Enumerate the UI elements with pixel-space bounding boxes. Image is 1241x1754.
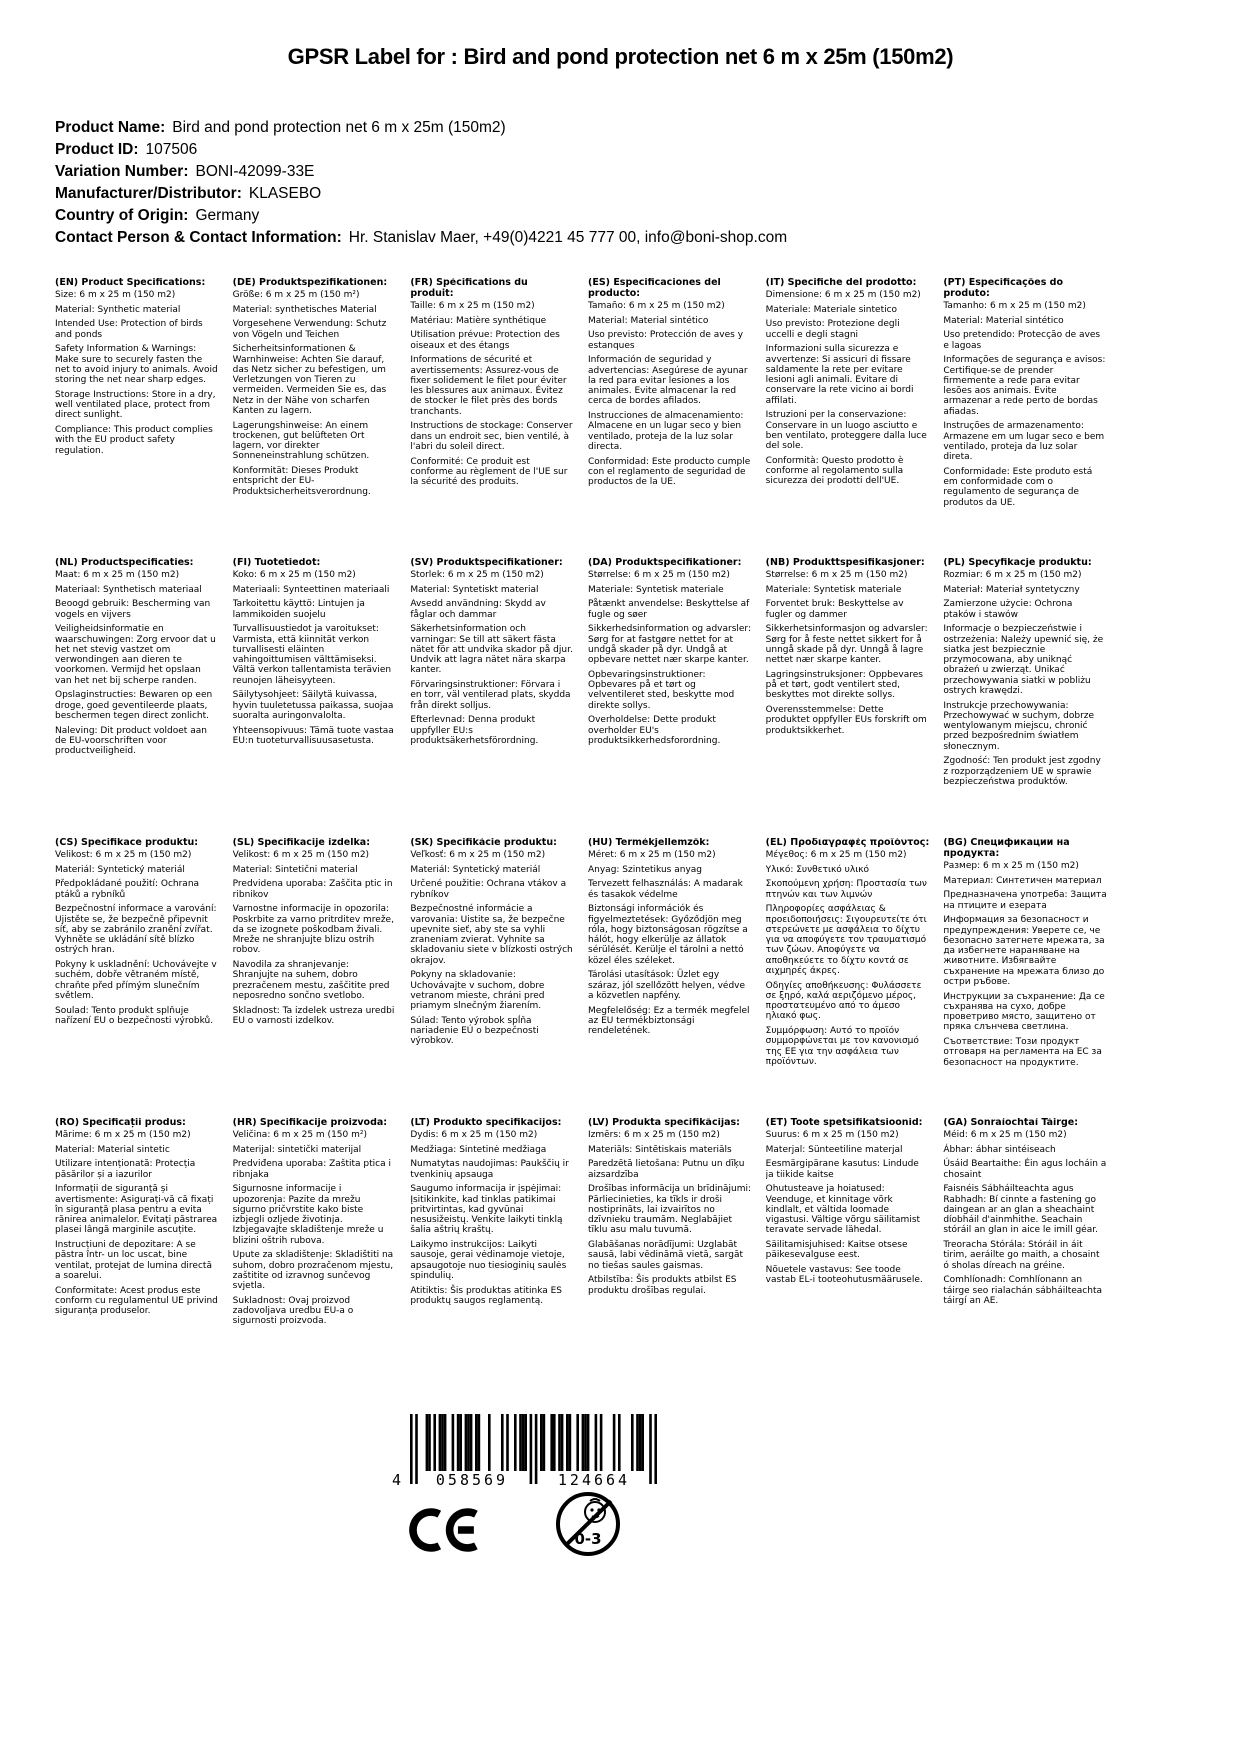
spec-paragraph: Treoracha Stórála: Stóráil in áit tirim, aeráilte go maith, a chosaint ó sholas díreach na gréine. xyxy=(943,1240,1100,1271)
spec-cell-et xyxy=(766,1118,930,1398)
spec-cell-header: (SV) Produktspecifikationer: xyxy=(410,558,563,568)
spec-paragraph: Påtænkt anvendelse: Beskyttelse af fugle og søer xyxy=(588,599,750,620)
spec-paragraph: Suurus: 6 m x 25 m (150 m2) xyxy=(765,1129,899,1140)
spec-paragraph: Overensstemmelse: Dette produktet oppfyller EUs forskrift om produktsikkerhet. xyxy=(765,705,927,736)
spec-paragraph: Veličina: 6 m x 25 m (150 m²) xyxy=(232,1129,367,1140)
spec-paragraph: Predviđena uporaba: Zaštita ptica i ribnjaka xyxy=(232,1159,391,1180)
page-title: GPSR Label for : Bird and pond protection net 6 m x 25m (150m2) xyxy=(287,44,954,69)
spec-paragraph: Faisnéis Sábháilteachta agus Rabhadh: Bí cinnte a fastening go daingean ar an glan a sheachaint díobháil d'ainmhithe. Seachain stóráil an glan in aice le imill géar. xyxy=(943,1184,1098,1236)
spec-paragraph: Υλικό: Συνθετικό υλικό xyxy=(765,864,870,875)
spec-cell-header: (SK) Špecifikácie produktu: xyxy=(410,838,557,848)
spec-paragraph: Informazioni sulla sicurezza e avvertenze: Si assicuri di fissare saldamente la rete per evitare lesioni agli animali. Evitare di conservare la rete vicino ai bordi affilati. xyxy=(765,344,914,406)
spec-paragraph: Maat: 6 m x 25 m (150 m2) xyxy=(55,569,180,580)
spec-cell-header: (RO) Specificații produs: xyxy=(55,1118,186,1128)
spec-cell-header: (PL) Specyfikacje produktu: xyxy=(943,558,1092,568)
spec-cell-header: (BG) Спецификации на продукта: xyxy=(943,838,1070,859)
spec-paragraph: Veľkosť: 6 m x 25 m (150 m2) xyxy=(410,849,546,860)
spec-paragraph: Informações de segurança e avisos: Certifique-se de prender firmemente a rede para evitar lesões aos animais. Evite armazenar a rede perto de bordas afiadas. xyxy=(943,355,1106,417)
spec-paragraph: Informacje o bezpieczeństwie i ostrzeżenia: Należy upewnić się, że siatka jest bezpiecznie przymocowana, aby uniknąć obrażeń u zwierząt. Unikać przechowywania siatki w pobliżu ostrych krawędzi. xyxy=(943,624,1104,696)
spec-paragraph: Tamaño: 6 m x 25 m (150 m2) xyxy=(588,300,725,311)
spec-cell-header: (NB) Produkttspesifikasjoner: xyxy=(765,558,925,568)
spec-cell-ga xyxy=(943,1118,1107,1398)
spec-paragraph: Súlad: Tento výrobok spĺňa nariadenie EÚ o bezpečnosti výrobkov. xyxy=(410,1015,539,1047)
spec-paragraph: Turvallisuustiedot ja varoitukset: Varmista, että kiinnität verkon turvallisesti eläinten vahingoittumisen välttämiseksi. Vältä verkon tallentamista terävien reunojen läheisyyteen. xyxy=(232,624,392,686)
info-row xyxy=(55,118,787,137)
spec-paragraph: Materiál: Syntetický materiál xyxy=(55,864,185,875)
spec-paragraph: Izmērs: 6 m x 25 m (150 m2) xyxy=(588,1129,720,1140)
spec-paragraph: Koko: 6 m x 25 m (150 m2) xyxy=(232,569,356,580)
spec-paragraph: Säilytysohjeet: Säilytä kuivassa, hyvin tuuletetussa paikassa, suojaa suoralta auringonvalolta. xyxy=(232,690,394,721)
spec-paragraph: Opslaginstructies: Bewaren op een droge, goed geventileerde plaats, beschermen tegen direct zonlicht. xyxy=(55,690,213,721)
spec-paragraph: Säilitamisjuhised: Kaitse otsese päikesevalguse eest. xyxy=(765,1240,908,1261)
spec-paragraph: Safety Information & Warnings: Make sure to securely fasten the net to avoid injury to animals. Avoid storing the net near sharp edges. xyxy=(55,344,218,386)
spec-paragraph: Dydis: 6 m x 25 m (150 m2) xyxy=(410,1129,538,1140)
spec-paragraph: Velikost: 6 m x 25 m (150 m2) xyxy=(55,849,192,860)
spec-paragraph: Upute za skladištenje: Skladištiti na suhom, dobro prozračenom mjestu, zaštitite od izravnog sunčevog svjetla. xyxy=(232,1250,394,1292)
spec-paragraph: Σκοπούμενη χρήση: Προστασία των πτηνών και των λιμνών xyxy=(765,879,927,900)
spec-cell-cs xyxy=(55,838,219,1118)
spec-paragraph: Lagerungshinweise: An einem trockenen, gut belüfteten Ort lagern, vor direkter Sonneneinstrahlung schützen. xyxy=(232,420,370,462)
spec-cell-lv xyxy=(588,1118,752,1398)
spec-paragraph: Säkerhetsinformation och varningar: Se till att säkert fästa nätet för att undvika skador på djur. Undvik att lagra nätet nära skarpa kanter. xyxy=(410,624,573,676)
spec-paragraph: Anyag: Szintetikus anyag xyxy=(588,864,703,875)
spec-cell-hu xyxy=(588,838,752,1118)
spec-paragraph: Glabāšanas norādījumi: Uzglabāt sausā, labi vēdināmā vietā, sargāt no tiešas saules gaismas. xyxy=(588,1240,743,1271)
spec-cell-en xyxy=(55,278,219,558)
info-row xyxy=(55,140,787,159)
spec-paragraph: Drošības informācija un brīdinājumi: Pārliecinieties, ka tīkls ir droši nostiprināts, lai izvairītos no dzīvnieku traumām. Neglabājiet tīklu asu malu tuvumā. xyxy=(588,1184,752,1236)
age-warning-text: 0-3 xyxy=(574,1530,602,1548)
spec-paragraph: Размер: 6 m x 25 m (150 m2) xyxy=(943,860,1079,871)
spec-paragraph: Uso pretendido: Protecção de aves e lagoas xyxy=(943,330,1101,351)
spec-cell-nl xyxy=(55,558,219,838)
spec-cell-nb xyxy=(766,558,930,838)
spec-paragraph: Μέγεθος: 6 m x 25 m (150 m2) xyxy=(765,849,907,860)
spec-paragraph: Materiāls: Sintētiskais materiāls xyxy=(588,1144,732,1155)
spec-cell-pt xyxy=(943,278,1107,558)
spec-paragraph: Konformität: Dieses Produkt entspricht der EU-Produktsicherheitsverordnung. xyxy=(232,466,371,497)
age-warning-0-3-icon xyxy=(554,1488,622,1560)
spec-paragraph: Sikkerhedsinformation og advarsler: Sørg for at fastgøre nettet for at undgå skader på dyr. Undgå at opbevare nettet nær skarpe kanter. xyxy=(588,624,751,666)
spec-paragraph: Sigurnosne informacije i upozorenja: Pazite da mrežu sigurno pričvrstite kako biste izbjegli ozljede životinja. Izbjegavajte skladištenje mreže u blizini oštrih rubova. xyxy=(232,1184,384,1246)
spec-paragraph: Zamierzone użycie: Ochrona ptaków i stawów xyxy=(943,599,1073,620)
spec-paragraph: Material: synthetisches Material xyxy=(232,304,377,315)
spec-paragraph: Material: Syntetiskt material xyxy=(410,584,539,595)
spec-paragraph: Numatytas naudojimas: Paukščių ir tvenkinių apsauga xyxy=(410,1159,569,1180)
info-label: Product Name: xyxy=(55,119,166,136)
specs-grid xyxy=(55,278,1107,1398)
spec-paragraph: Ábhar: ábhar sintéiseach xyxy=(943,1144,1056,1155)
spec-paragraph: Materiale: Materiale sintetico xyxy=(765,304,898,315)
spec-paragraph: Nõuetele vastavus: See toode vastab EL-i tooteohutusmäärusele. xyxy=(765,1265,923,1286)
barcode-left-digits: 058569 xyxy=(435,1471,509,1489)
spec-paragraph: Größe: 6 m x 25 m (150 m²) xyxy=(232,289,360,300)
spec-paragraph: Pokyny k uskladnění: Uchovávejte v suchém, dobře větraném místě, chraňte před přímým slunečním světlem. xyxy=(55,960,217,1001)
spec-paragraph: Material: Material sintético xyxy=(943,315,1064,326)
spec-cell-ro xyxy=(55,1118,219,1398)
spec-cell-es xyxy=(588,278,752,558)
barcode xyxy=(392,1414,672,1500)
spec-cell-header: (FI) Tuotetiedot: xyxy=(232,558,321,568)
spec-cell-header: (HR) Specifikacije proizvoda: xyxy=(232,1118,388,1128)
spec-paragraph: Atitiktis: Šis produktas atitinka ES produktų saugos reglamentą. xyxy=(410,1285,563,1306)
spec-cell-header: (IT) Specifiche del prodotto: xyxy=(765,278,917,288)
spec-paragraph: Instruções de armazenamento: Armazene em um lugar seco e bem ventilado, proteja da luz solar direta. xyxy=(943,421,1105,463)
spec-paragraph: Megfelelőség: Ez a termék megfelel az EU termékbiztonsági rendeletének. xyxy=(588,1005,750,1037)
spec-paragraph: Velikost: 6 m x 25 m (150 m2) xyxy=(232,849,370,860)
spec-paragraph: Méid: 6 m x 25 m (150 m2) xyxy=(943,1129,1067,1140)
info-label: Variation Number: xyxy=(55,163,189,180)
spec-paragraph: Ohutusteave ja hoiatused: Veenduge, et kinnitage võrk kindlalt, et vältida loomade vigastusi. Vältige võrgu säilitamist teravate servade lähedal. xyxy=(765,1184,921,1236)
spec-paragraph: Materiale: Syntetisk materiale xyxy=(765,584,902,595)
spec-paragraph: Biztonsági információk és figyelmeztetések: Győződjön meg róla, hogy biztonságosan rögzítse a hálót, hogy elkerülje az állatok sérülését. Kerülje el tárolni a nettó közel éles széleket. xyxy=(588,904,748,966)
spec-paragraph: Zgodność: Ten produkt jest zgodny z rozporządzeniem UE w sprawie bezpieczeństwa produktów. xyxy=(943,756,1101,787)
spec-cell-sl xyxy=(233,838,397,1118)
spec-paragraph: Dimensione: 6 m x 25 m (150 m2) xyxy=(765,289,921,300)
spec-paragraph: Størrelse: 6 m x 25 m (150 m2) xyxy=(588,569,730,580)
spec-cell-header: (EL) Προδιαγραφές προϊόντος: xyxy=(765,838,930,848)
info-value: KLASEBO xyxy=(248,185,322,202)
spec-paragraph: Material: Material sintetic xyxy=(55,1144,170,1155)
spec-paragraph: Utilisation prévue: Protection des oiseaux et des étangs xyxy=(410,330,560,351)
spec-paragraph: Size: 6 m x 25 m (150 m2) xyxy=(55,289,176,300)
spec-cell-header: (LV) Produkta specifikācijas: xyxy=(588,1118,740,1128)
spec-paragraph: Předpokládané použití: Ochrana ptáků a rybníků xyxy=(55,879,200,900)
spec-cell-header: (PT) Especificações do produto: xyxy=(943,278,1064,299)
spec-paragraph: Comhlíonadh: Comhlíonann an táirge seo rialachán sábháilteachta táirgí an AE. xyxy=(943,1275,1102,1306)
spec-paragraph: Conformidade: Este produto está em conformidade com o regulamento de segurança de produtos da UE. xyxy=(943,466,1093,508)
info-value: 107506 xyxy=(145,141,198,158)
spec-paragraph: Navodila za shranjevanje: Shranjujte na suhem, dobro prezračenem mestu, zaščitite pred neposredno sončno svetlobo. xyxy=(232,960,390,1001)
spec-cell-header: (EN) Product Specifications: xyxy=(55,278,206,288)
spec-paragraph: Paredzētā lietošana: Putnu un dīķu aizsardzība xyxy=(588,1159,745,1180)
spec-paragraph: Instrucțiuni de depozitare: A se păstra într- un loc uscat, bine ventilat, protejat de lumina directă a soarelui. xyxy=(55,1240,212,1281)
spec-cell-el xyxy=(766,838,930,1118)
spec-cell-header: (DE) Produktspezifikationen: xyxy=(232,278,388,288)
spec-cell-header: (FR) Spécifications du produit: xyxy=(410,278,528,299)
spec-cell-header: (ES) Especificaciones del producto: xyxy=(588,278,721,299)
spec-paragraph: Taille: 6 m x 25 m (150 m2) xyxy=(410,300,535,311)
spec-paragraph: Soulad: Tento produkt splňuje nařízení EU o bezpečnosti výrobků. xyxy=(55,1005,214,1026)
spec-paragraph: Conformitate: Acest produs este conform cu regulamentul UE privind siguranța produselor. xyxy=(55,1285,218,1317)
spec-paragraph: Istruzioni per la conservazione: Conservare in un luogo asciutto e ben ventilato, proteggere dalla luce del sole. xyxy=(765,410,927,452)
spec-paragraph: Medžiaga: Sintetinė medžiaga xyxy=(410,1144,547,1155)
barcode-right-digits: 124664 xyxy=(557,1471,631,1489)
spec-paragraph: Vorgesehene Verwendung: Schutz von Vögeln und Teichen xyxy=(232,319,387,340)
spec-cell-header: (ET) Toote spetsifikatsioonid: xyxy=(765,1118,923,1128)
spec-paragraph: Varnostne informacije in opozorila: Poskrbite za varno pritrditev mreže, da se izognete poškodbam živali. Mreže ne shranjujte blizu ostrih robov. xyxy=(232,904,394,956)
info-label: Manufacturer/Distributor: xyxy=(55,185,242,202)
spec-paragraph: Avsedd användning: Skydd av fåglar och dammar xyxy=(410,599,546,620)
spec-cell-sk xyxy=(410,838,574,1118)
spec-paragraph: Material: Material sintético xyxy=(588,315,709,326)
spec-cell-header: (GA) Sonraíochtaí Táirge: xyxy=(943,1118,1079,1128)
spec-paragraph: Materiale: Syntetisk materiale xyxy=(588,584,724,595)
spec-paragraph: Storage Instructions: Store in a dry, well ventilated place, protect from direct sunlight. xyxy=(55,389,216,421)
spec-cell-header: (LT) Produkto specifikacijos: xyxy=(410,1118,562,1128)
spec-paragraph: Sukladnost: Ovaj proizvod zadovoljava uredbu EU-a o sigurnosti proizvoda. xyxy=(232,1295,354,1327)
spec-paragraph: Méret: 6 m x 25 m (150 m2) xyxy=(588,849,716,860)
spec-paragraph: Предназначена употреба: Защита на птиците и езерата xyxy=(943,890,1107,911)
info-row xyxy=(55,184,787,203)
spec-paragraph: Uso previsto: Protección de aves y estanques xyxy=(588,330,744,351)
spec-paragraph: Rozmiar: 6 m x 25 m (150 m2) xyxy=(943,569,1082,580)
spec-paragraph: Intended Use: Protection of birds and ponds xyxy=(55,319,203,340)
spec-paragraph: Určené použitie: Ochrana vtákov a rybníkov xyxy=(410,879,567,900)
spec-paragraph: Instrucciones de almacenamiento: Almacene en un lugar seco y bien ventilado, proteja de la luz solar directa. xyxy=(588,411,744,452)
spec-paragraph: Pokyny na skladovanie: Uchovávajte v suchom, dobre vetranom mieste, chráni pred priamym slnečným žiarením. xyxy=(410,970,545,1012)
spec-cell-pl xyxy=(943,558,1107,838)
spec-paragraph: Tárolási utasítások: Üzlet egy száraz, jól szellőzött helyen, védve a közvetlen napfény. xyxy=(588,970,746,1001)
spec-paragraph: Materiaali: Synteettinen materiaali xyxy=(232,584,390,595)
spec-paragraph: Veiligheidsinformatie en waarschuwingen: Zorg ervoor dat u het net stevig vastzet om verwondingen aan dieren te voorkomen. Vermijd het opslaan van het net bij scherpe randen. xyxy=(55,624,216,686)
spec-cell-fr xyxy=(410,278,574,558)
spec-paragraph: Instrukcje przechowywania: Przechowywać w suchym, dobrze wentylowanym miejscu, chronić przed bezpośrednim światłem słonecznym. xyxy=(943,700,1095,752)
spec-paragraph: Atbilstība: Šis produkts atbilst ES produktu drošības regulai. xyxy=(588,1275,737,1296)
spec-paragraph: Laikymo instrukcijos: Laikyti sausoje, gerai vėdinamoje vietoje, apsaugotoje nuo tiesioginių saulės spindulių. xyxy=(410,1240,567,1281)
spec-paragraph: Materiaal: Synthetisch materiaal xyxy=(55,584,202,595)
spec-paragraph: Forventet bruk: Beskyttelse av fugler og dammer xyxy=(765,599,904,620)
spec-cell-lt xyxy=(410,1118,574,1398)
spec-paragraph: Storlek: 6 m x 25 m (150 m2) xyxy=(410,569,544,580)
spec-paragraph: Lagringsinstruksjoner: Oppbevares på et tørt, godt ventilert sted, beskyttes mot direkte sollys. xyxy=(765,669,923,701)
spec-cell-it xyxy=(766,278,930,558)
spec-paragraph: Matériau: Matière synthétique xyxy=(410,315,547,326)
spec-cell-fi xyxy=(233,558,397,838)
spec-cell-header: (HU) Termékjellemzők: xyxy=(588,838,710,848)
info-value: BONI-42099-33E xyxy=(195,163,315,180)
spec-cell-hr xyxy=(233,1118,397,1398)
spec-paragraph: Bezpečnostné informácie a varovania: Uistite sa, že bezpečne upevnite sieť, aby ste sa vyhli zraneniam zvierat. Vyhnite sa skladovaniu siete v blízkosti ostrých okrajov. xyxy=(410,904,573,966)
spec-paragraph: Informații de siguranță și avertismente: Asigurați-vă că fixați în siguranță plasa pentru a evita rănirea animalelor. Evitați păstrarea plasei lângă marginile ascuțite. xyxy=(55,1184,218,1236)
spec-cell-header: (NL) Productspecificaties: xyxy=(55,558,194,568)
info-label: Country of Origin: xyxy=(55,207,189,224)
spec-paragraph: Material: Sintetični material xyxy=(232,864,358,875)
spec-paragraph: Материал: Синтетичен материал xyxy=(943,875,1102,886)
spec-paragraph: Informations de sécurité et avertissements: Assurez-vous de fixer solidement le filet pour éviter les blessures aux animaux. Évitez de stocker le filet près des bords tranchants. xyxy=(410,355,567,417)
spec-paragraph: Predvidena uporaba: Zaščita ptic in ribnikov xyxy=(232,879,393,900)
info-value: Hr. Stanislav Maer, +49(0)4221 45 777 00, info@boni-shop.com xyxy=(348,229,788,246)
spec-paragraph: Tervezett felhasználás: A madarak és tasakok védelme xyxy=(588,879,743,900)
spec-paragraph: Съответствие: Този продукт отговаря на регламента на ЕС за безопасност на продуктите. xyxy=(943,1037,1102,1068)
spec-cell-header: (SL) Specifikacije izdelka: xyxy=(232,838,370,848)
spec-paragraph: Material: Synthetic material xyxy=(55,304,181,315)
spec-paragraph: Skladnost: Ta izdelek ustreza uredbi EU o varnosti izdelkov. xyxy=(232,1005,395,1026)
ce-mark-icon xyxy=(402,1498,478,1562)
spec-paragraph: Información de seguridad y advertencias: Asegúrese de ayunar la red para evitar lesiones a los animales. Evite almacenar la red cerca de bordes afilados. xyxy=(588,355,748,407)
spec-paragraph: Compliance: This product complies with the EU product safety regulation. xyxy=(55,425,213,456)
spec-paragraph: Bezpečnostní informace a varování: Ujistěte se, že bezpečně připevnit síť, aby se zabránilo zranění zvířat. Vyhněte se ukládání sítě blízko ostrých hran. xyxy=(55,904,217,956)
spec-paragraph: Conformità: Questo prodotto è conforme al regolamento sulla sicurezza dei prodotti dell'UE. xyxy=(765,455,904,487)
spec-paragraph: Sikkerhetsinformasjon og advarsler: Sørg for å feste nettet sikkert for å unngå skade på dyr. Unngå å lagre nettet nær skarpe kanter. xyxy=(765,624,928,666)
spec-paragraph: Utilizare intenționată: Protecția păsărilor și a iazurilor xyxy=(55,1159,196,1180)
spec-paragraph: Naleving: Dit product voldoet aan de EU-voorschriften voor productveiligheid. xyxy=(55,725,207,757)
info-value: Bird and pond protection net 6 m x 25m (150m2) xyxy=(172,119,506,136)
spec-paragraph: Mărime: 6 m x 25 m (150 m2) xyxy=(55,1129,191,1140)
spec-paragraph: Materjal: Sünteetiline materjal xyxy=(765,1144,903,1155)
spec-paragraph: Beoogd gebruik: Bescherming van vogels en vijvers xyxy=(55,599,211,620)
spec-paragraph: Úsáid Beartaithe: Éin agus locháin a chosaint xyxy=(943,1159,1107,1180)
info-row xyxy=(55,162,787,181)
spec-paragraph: Overholdelse: Dette produkt overholder EU's produktsikkerhedsforordning. xyxy=(588,715,721,746)
spec-paragraph: Saugumo informacija ir įspėjimai: Įsitikinkite, kad tinklas patikimai pritvirtintas, kad gyvūnai nesusižeistų. Venkite laikyti tinklą šalia aštrių kraštų. xyxy=(410,1184,563,1236)
barcode-first-digit: 4 xyxy=(392,1471,405,1489)
spec-paragraph: Materijal: sintetički materijal xyxy=(232,1144,362,1155)
spec-paragraph: Eesmärgipärane kasutus: Lindude ja tiikide kaitse xyxy=(765,1159,919,1180)
info-row xyxy=(55,206,787,225)
spec-cell-header: (DA) Produktspecifikationer: xyxy=(588,558,742,568)
spec-paragraph: Opbevaringsinstruktioner: Opbevares på et tørt og velventileret sted, beskytte mod direkte sollys. xyxy=(588,669,735,711)
spec-cell-da xyxy=(588,558,752,838)
spec-paragraph: Materiał: Materiał syntetyczny xyxy=(943,584,1080,595)
spec-paragraph: Yhteensopivuus: Tämä tuote vastaa EU:n tuoteturvallisuusasetusta. xyxy=(232,725,394,746)
info-value: Germany xyxy=(195,207,260,224)
info-label: Product ID: xyxy=(55,141,139,158)
spec-paragraph: Инструкции за съхранение: Да се съхранява на сухо, добре проветриво място, защитено от пряка слънчева светлина. xyxy=(943,991,1105,1033)
info-label: Contact Person & Contact Information: xyxy=(55,229,342,246)
spec-paragraph: Efterlevnad: Denna produkt uppfyller EU:s produktsäkerhetsförordning. xyxy=(410,715,539,746)
spec-cell-de xyxy=(233,278,397,558)
spec-paragraph: Sicherheitsinformationen & Warnhinweise: Achten Sie darauf, das Netz sicher zu befestigen, um Verletzungen von Tieren zu vermeiden. Vermeiden Sie es, das Netz in der Nähe von scharfen Kanten zu lagern. xyxy=(232,344,387,416)
spec-paragraph: Информация за безопасност и предупреждения: Уверете се, че безопасно затегнете мрежата, за да избегнете нараняване на животните. Избягвайте съхранение на мрежата близо до остри ръбове. xyxy=(943,915,1105,987)
spec-cell-bg xyxy=(943,838,1107,1118)
info-row xyxy=(55,228,787,247)
spec-paragraph: Tarkoitettu käyttö: Lintujen ja lammikoiden suojelu xyxy=(232,599,365,620)
spec-paragraph: Förvaringsinstruktioner: Förvara i en torr, väl ventilerad plats, skydda från direkt solljus. xyxy=(410,680,571,711)
spec-paragraph: Conformidad: Este producto cumple con el reglamento de seguridad de productos de la UE. xyxy=(588,456,751,488)
spec-paragraph: Οδηγίες αποθήκευσης: Φυλάσσετε σε ξηρό, καλά αεριζόμενο μέρος, προστατευμένο από το άμεσο ηλιακό φως. xyxy=(765,980,922,1022)
spec-paragraph: Conformité: Ce produit est conforme au règlement de l'UE sur la sécurité des produits. xyxy=(410,456,568,488)
spec-paragraph: Størrelse: 6 m x 25 m (150 m2) xyxy=(765,569,908,580)
spec-paragraph: Πληροφορίες ασφάλειας & προειδοποιήσεις: Σιγουρευτείτε ότι στερεώνετε με ασφάλεια το δίχτυ για να αποφύγετε τον τραυματισμό των ζώων. Αποφύγετε να αποθηκεύετε το δίχτυ κοντά σε αιχμηρές άκρες. xyxy=(765,904,927,976)
product-info xyxy=(55,118,787,250)
spec-cell-header: (CS) Specifikace produktu: xyxy=(55,838,199,848)
spec-cell-sv xyxy=(410,558,574,838)
spec-paragraph: Materiál: Syntetický materiál xyxy=(410,864,541,875)
spec-paragraph: Uso previsto: Protezione degli uccelli e degli stagni xyxy=(765,319,900,340)
spec-paragraph: Συμμόρφωση: Αυτό το προϊόν συμμορφώνεται με τον κανονισμό της ΕΕ για την ασφάλεια των προϊόντων. xyxy=(765,1026,919,1067)
spec-paragraph: Tamanho: 6 m x 25 m (150 m2) xyxy=(943,300,1086,311)
spec-paragraph: Instructions de stockage: Conserver dans un endroit sec, bien ventilé, à l'abri du soleil direct. xyxy=(410,421,573,452)
